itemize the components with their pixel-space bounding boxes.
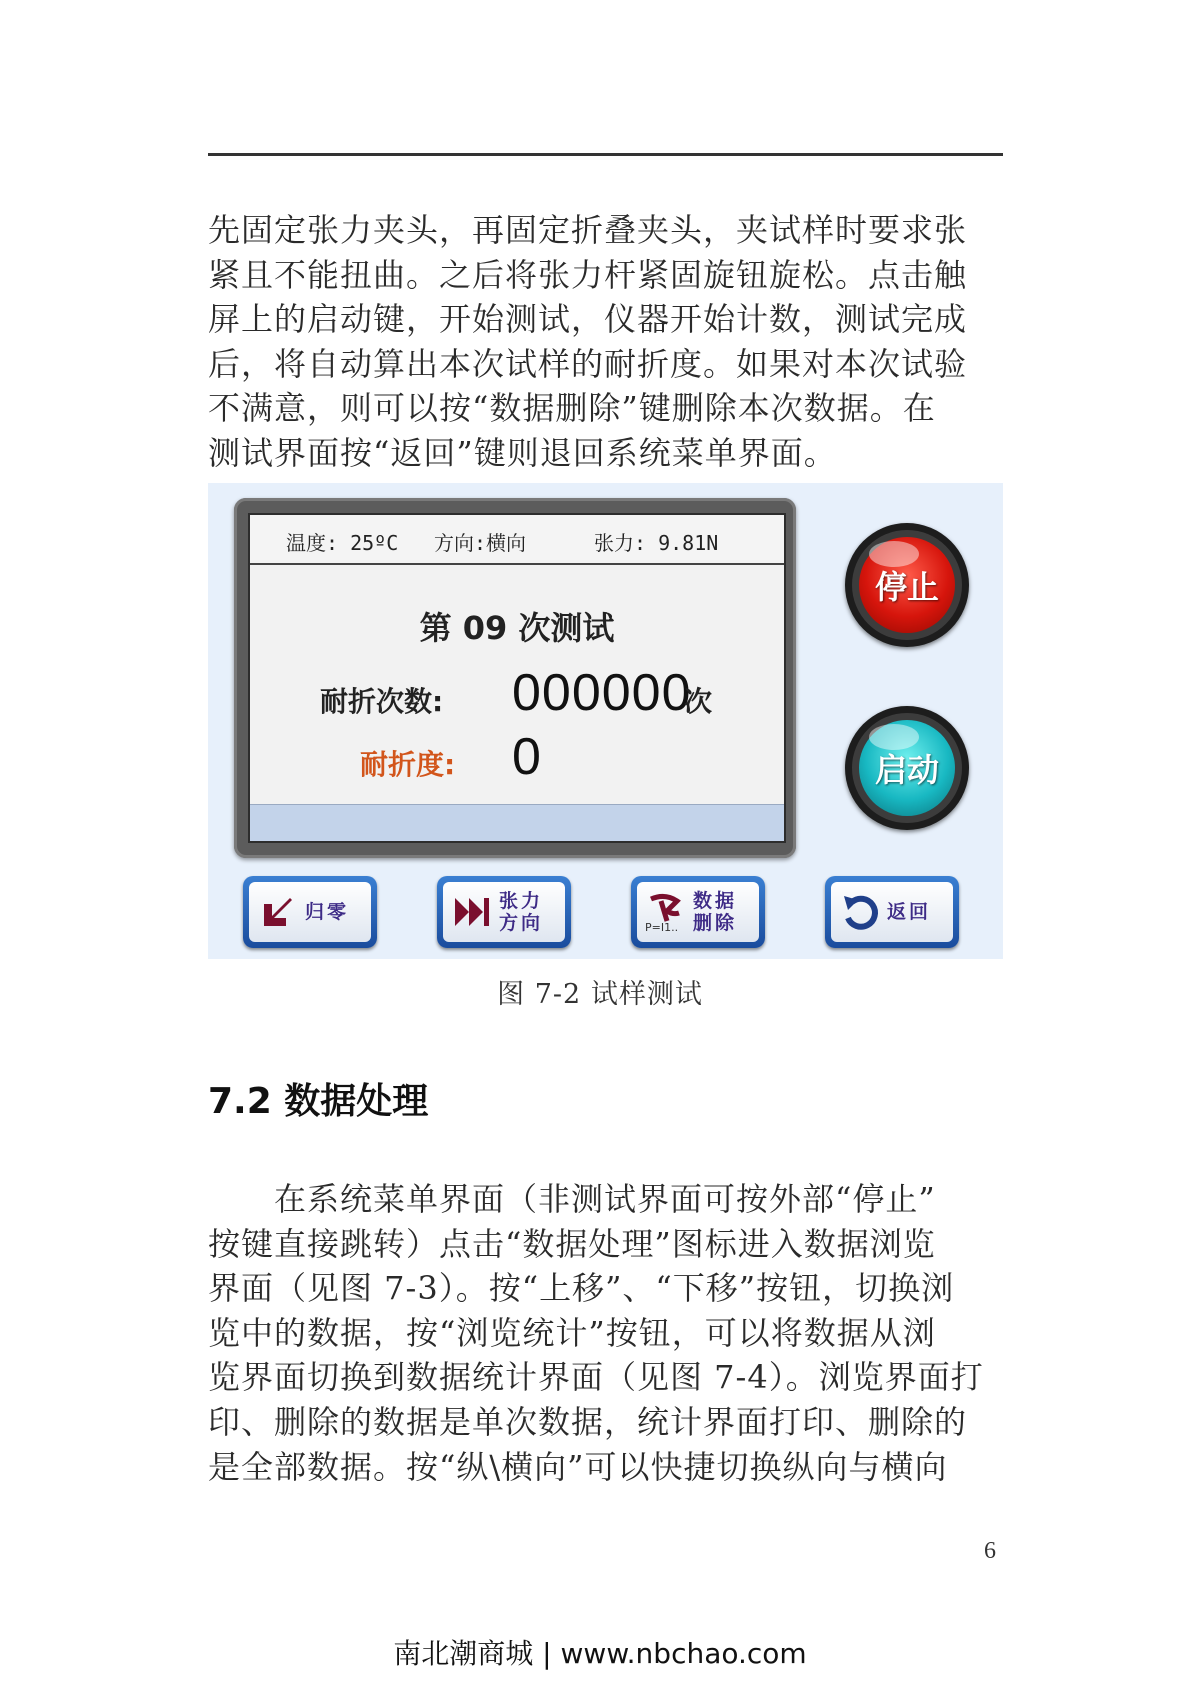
site-footer: 南北潮商城 | www.nbchao.com <box>393 1637 807 1670</box>
text-line: 测试界面按“返回”键则退回系统菜单界面。 <box>208 433 837 472</box>
tension-readout: 张力: 9.81N <box>594 531 719 555</box>
status-bar <box>250 515 784 565</box>
text-line: 在系统菜单界面（非测试界面可按外部“停止” <box>208 1180 936 1218</box>
folding-endurance-value: 0 <box>512 728 541 786</box>
text-line: 印、删除的数据是单次数据，统计界面打印、删除的 <box>208 1402 968 1441</box>
zero-button[interactable] <box>243 876 377 948</box>
back-button-label: 返回 <box>887 901 932 923</box>
fast-forward-icon <box>449 889 495 935</box>
svg-text:P=I1..: P=I1.. <box>645 921 679 933</box>
page-number: 6 <box>984 1538 996 1564</box>
direction-readout: 方向:横向 <box>434 531 527 555</box>
text-line: 界面（见图 7-3）。按“上移”、“下移”按钮，切换浏 <box>208 1269 955 1308</box>
figure-caption: 图 7-2 试样测试 <box>497 979 703 1010</box>
start-button[interactable] <box>845 706 969 830</box>
tension-direction-button[interactable] <box>437 876 571 948</box>
stop-button[interactable] <box>845 523 969 647</box>
folding-endurance-label: 耐折度: <box>360 748 456 781</box>
text-line: 览界面切换到数据统计界面（见图 7-4）。浏览界面打 <box>208 1358 984 1397</box>
paragraph-data-processing <box>208 1177 1003 1489</box>
paragraph-test-procedure <box>208 208 1003 476</box>
text-line: 按键直接跳转）点击“数据处理”图标进入数据浏览 <box>208 1224 936 1263</box>
fold-count-label: 耐折次数: <box>320 685 444 718</box>
text-line: 不满意，则可以按“数据删除”键删除本次数据。在 <box>208 389 936 428</box>
delete-data-button[interactable] <box>631 876 765 948</box>
text-line: 紧且不能扭曲。之后将张力杆紧固旋钮旋松。点击触 <box>208 255 968 294</box>
run-title: 第 09 次测试 <box>419 609 615 647</box>
fold-count-value: 000000 <box>512 664 692 722</box>
start-button-label: 启动 <box>874 751 939 789</box>
text-line: 屏上的启动键，开始测试，仪器开始计数，测试完成 <box>208 300 968 339</box>
text-line: 先固定张力夹头，再固定折叠夹头，夹试样时要求张 <box>208 211 968 249</box>
delete-data-icon <box>643 889 689 935</box>
arrow-down-left-icon <box>255 889 301 935</box>
back-button[interactable] <box>825 876 959 948</box>
header-rule <box>208 153 1003 156</box>
text-line: 后，将自动算出本次试样的耐折度。如果对本次试验 <box>208 344 968 383</box>
fold-count-unit: 次 <box>684 685 713 718</box>
lcd-screen <box>248 513 786 843</box>
undo-arrow-icon <box>837 889 883 935</box>
text-line: 览中的数据，按“浏览统计”按钮，可以将数据从浏 <box>208 1313 936 1352</box>
zero-button-label: 归零 <box>305 901 350 923</box>
stop-button-label: 停止 <box>874 568 939 606</box>
text-line: 是全部数据。按“纵\横向”可以快捷切换纵向与横向 <box>208 1447 948 1486</box>
screen-footer-bar <box>250 804 784 841</box>
tension-direction-label: 张力 方向 <box>499 890 544 934</box>
temperature-readout: 温度: 25ºC <box>286 531 399 555</box>
delete-data-label: 数据 删除 <box>693 890 738 934</box>
section-heading: 7.2 数据处理 <box>208 1081 429 1122</box>
figure-sample-test-screen <box>208 483 1003 959</box>
